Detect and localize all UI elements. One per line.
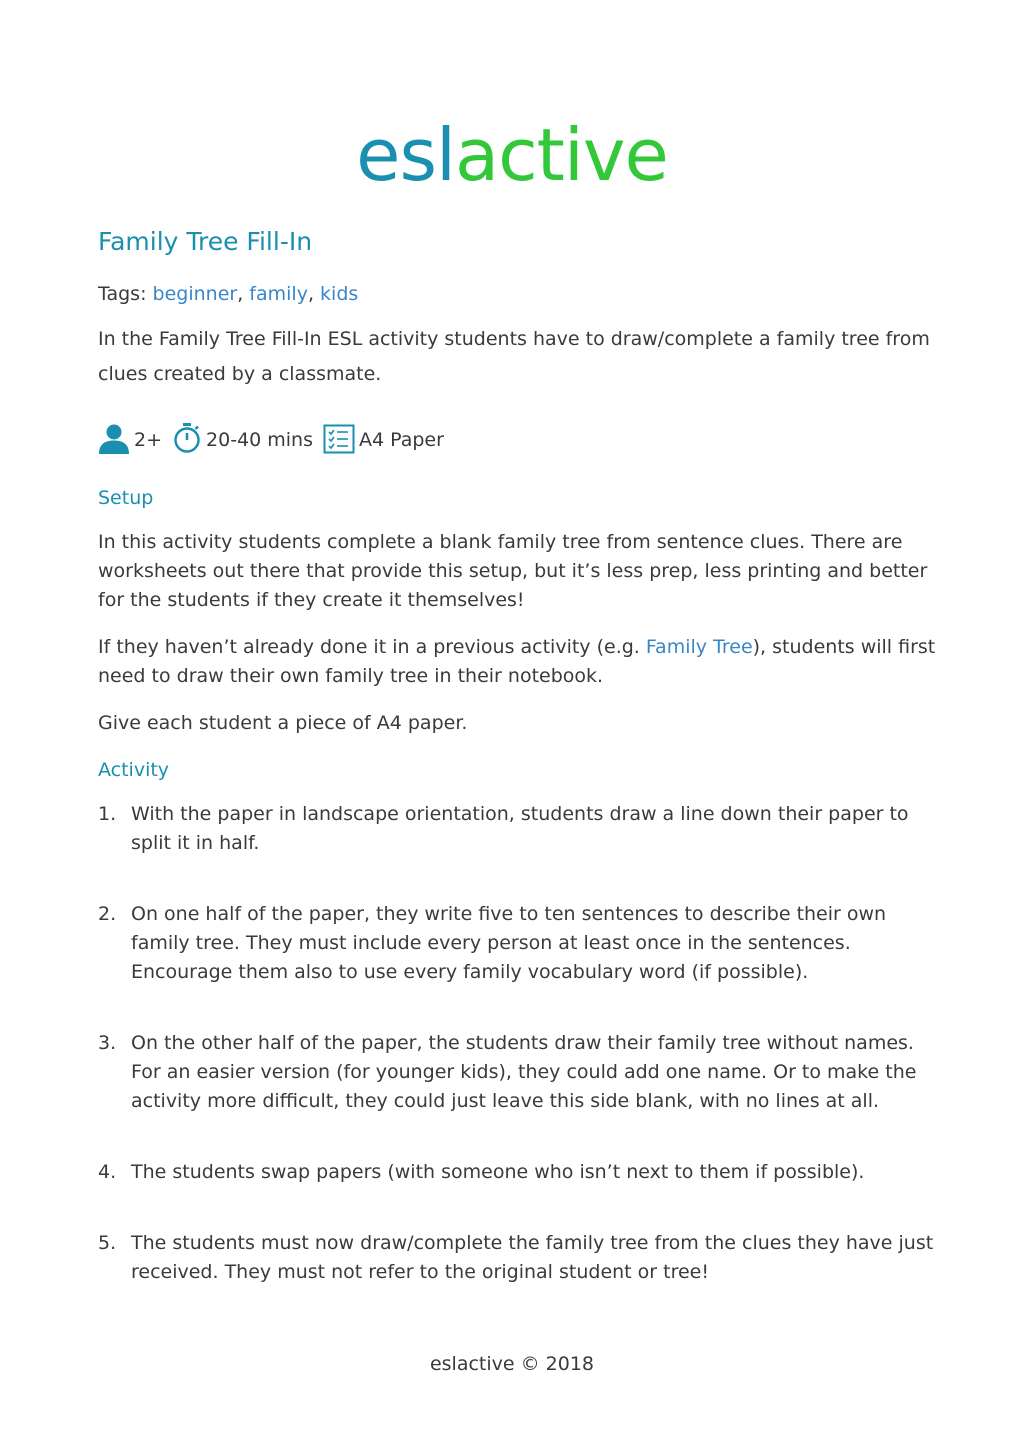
- logo-active-text: active: [454, 113, 668, 197]
- step-text: On the other half of the paper, the students draw their family tree without names. For an easier version (for younger kids), they could add one name. Or to make the activity more difficult, they could just leave this side blank, with no lines at all.: [131, 1032, 917, 1112]
- time-range: 20-40 mins: [206, 429, 313, 451]
- materials-meta: [323, 424, 444, 454]
- students-count: 2+: [134, 429, 163, 451]
- setup-p2-after: ), students will first need to draw their own family tree in their notebook.: [98, 636, 936, 687]
- setup-heading: Setup: [98, 487, 154, 509]
- footer-copyright: eslactive © 2018: [429, 1353, 595, 1375]
- time-meta: [172, 422, 313, 454]
- setup-paragraph-2: [98, 633, 936, 691]
- step-number: 2.: [98, 903, 117, 925]
- step-number: 1.: [98, 803, 117, 825]
- stopwatch-icon: [172, 422, 202, 454]
- students-meta: [98, 424, 162, 454]
- tag-family-link[interactable]: family: [249, 283, 308, 305]
- list-item: [98, 800, 936, 858]
- list-item: [98, 1158, 936, 1187]
- activity-heading: Activity: [98, 759, 170, 781]
- setup-paragraph-1: In this activity students complete a blank family tree from sentence clues. There are worksheets out there that provide this setup, but it’s less prep, less printing and better for the students if they create it themselves!: [98, 531, 928, 611]
- activity-steps-list: [98, 800, 936, 1287]
- checklist-icon: [323, 424, 355, 454]
- step-number: 5.: [98, 1232, 117, 1254]
- logo-esl-text: esl: [356, 113, 455, 197]
- family-tree-link[interactable]: Family Tree: [645, 636, 753, 658]
- setup-paragraph-3: Give each student a piece of A4 paper.: [98, 712, 468, 734]
- tag-kids-link[interactable]: kids: [320, 283, 359, 305]
- tags-line: Tags: beginner, family, kids: [98, 283, 359, 305]
- step-text: With the paper in landscape orientation, students draw a line down their paper to split it in half.: [131, 803, 909, 854]
- tags-label: Tags:: [98, 283, 147, 305]
- list-item: [98, 1029, 936, 1116]
- site-logo: [0, 112, 1024, 198]
- tag-beginner-link[interactable]: beginner: [152, 283, 238, 305]
- step-number: 3.: [98, 1032, 117, 1054]
- list-item: [98, 1229, 936, 1287]
- activity-meta: [98, 418, 936, 454]
- step-text: On one half of the paper, they write five to ten sentences to describe their own family tree. They must include every person at least once in the sentences. Encourage them also to use every family vocabulary word (if possible).: [131, 903, 887, 983]
- page-title: Family Tree Fill-In: [98, 227, 313, 256]
- materials-text: A4 Paper: [359, 429, 444, 451]
- intro-paragraph: In the Family Tree Fill-In ESL activity students have to draw/complete a family tree from clues created by a classmate.: [98, 328, 930, 385]
- step-number: 4.: [98, 1161, 117, 1183]
- step-text: The students must now draw/complete the family tree from the clues they have just received. They must not refer to the original student or tree!: [131, 1232, 934, 1283]
- article: [98, 222, 936, 1329]
- list-item: [98, 900, 936, 987]
- person-icon: [98, 424, 130, 454]
- setup-p2-before: If they haven’t already done it in a previous activity (e.g.: [98, 636, 646, 658]
- step-text: The students swap papers (with someone who isn’t next to them if possible).: [131, 1161, 865, 1183]
